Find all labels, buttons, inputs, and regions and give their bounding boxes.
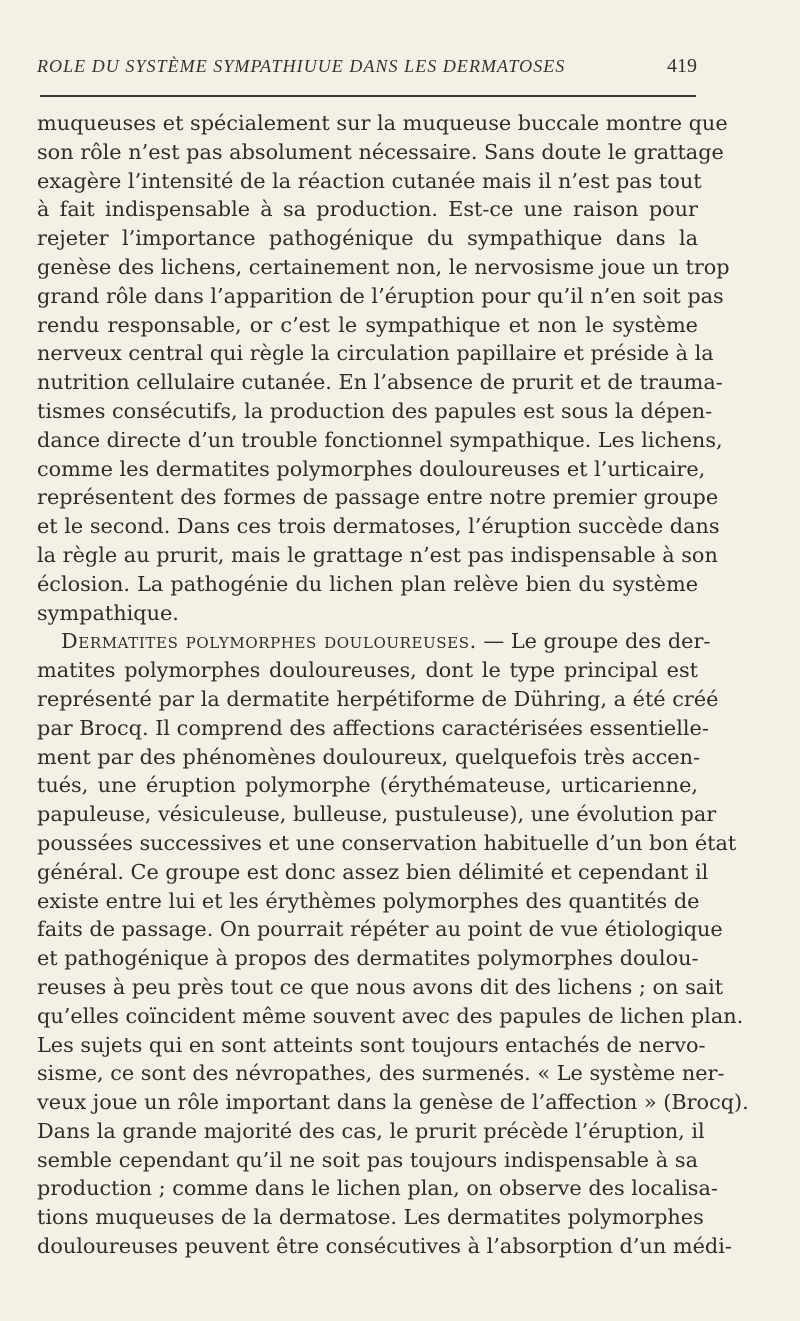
text-line: ment par des phénomènes douloureux, quelquefois très accen- — [37, 744, 701, 769]
text-line: sympathique. — [37, 600, 179, 625]
text-line: exagère l’intensité de la réaction cutanée mais il n’est pas tout — [37, 168, 702, 193]
text-line: et le second. Dans ces trois dermatoses, l’éruption succède dans — [37, 514, 720, 539]
text-line: éclosion. La pathogénie du lichen plan relève bien du système — [37, 571, 698, 596]
text-line: tués, une éruption polymorphe (érythémateuse, urticarienne, — [37, 773, 698, 798]
text-line: par Brocq. Il comprend des affections caractérisées essentielle- — [37, 715, 709, 740]
text-line: grand rôle dans l’apparition de l’éruption pour qu’il n’en soit pas — [37, 283, 724, 308]
text-line: douloureuses peuvent être consécutives à l’absorption d’un médi- — [37, 1234, 732, 1259]
running-title: ROLE DU SYSTÈME SYMPATHIUUE DANS LES DERMATOSES — [37, 56, 566, 76]
text-line: son rôle n’est pas absolument nécessaire. Sans doute le grattage — [37, 139, 724, 164]
text-line: veux joue un rôle important dans la genèse de l’affection » (Brocq). — [37, 1090, 749, 1115]
text-line: muqueuses et spécialement sur la muqueuse buccale montre que — [37, 111, 728, 135]
text-line: à fait indispensable à sa production. Est-ce une raison pour — [37, 197, 698, 222]
text-line-rest: — Le groupe des der- — [483, 629, 711, 654]
text-line: genèse des lichens, certainement non, le nervosisme joue un trop — [37, 254, 730, 279]
text-line: général. Ce groupe est donc assez bien délimité et cependant il — [37, 859, 709, 884]
text-line: sisme, ce sont des névropathes, des surmenés. « Le système ner- — [37, 1061, 725, 1086]
text-line: représenté par la dermatite herpétiforme de Dühring, a été créé — [37, 686, 719, 711]
text-line: rendu responsable, or c’est le sympathique et non le système — [37, 312, 698, 337]
text-line: Dans la grande majorité des cas, le prurit précède l’éruption, il — [37, 1118, 705, 1143]
text-line: nutrition cellulaire cutanée. En l’absence de prurit et de trauma- — [37, 370, 723, 395]
text-line: qu’elles coïncident même souvent avec des papules de lichen plan. — [37, 1003, 744, 1028]
text-line: semble cependant qu’il ne soit pas toujours indispensable à sa — [37, 1147, 698, 1172]
section-heading: Dermatites polymorphes douloureuses. — [61, 629, 477, 654]
text-line: papuleuse, vésiculeuse, bulleuse, pustuleuse), une évolution par — [37, 802, 717, 827]
text-line: Les sujets qui en sont atteints sont toujours entachés de nervo- — [37, 1032, 706, 1057]
running-head — [37, 56, 697, 90]
text-line: poussées successives et une conservation habituelle d’un bon état — [37, 830, 737, 855]
text-line: nerveux central qui règle la circulation papillaire et préside à la — [37, 341, 714, 366]
header-rule — [40, 95, 696, 97]
text-line: rejeter l’importance pathogénique du sympathique dans la — [37, 226, 698, 251]
text-line: matites polymorphes douloureuses, dont le type principal est — [37, 658, 698, 683]
body-text — [37, 109, 749, 1261]
text-line: existe entre lui et les érythèmes polymorphes des quantités de — [37, 888, 700, 913]
text-line: et pathogénique à propos des dermatites polymorphes doulou- — [37, 946, 699, 971]
text-line: dance directe d’un trouble fonctionnel sympathique. Les lichens, — [37, 427, 723, 452]
text-line: comme les dermatites polymorphes douloureuses et l’urticaire, — [37, 456, 706, 481]
section-heading-line — [37, 627, 711, 656]
text-line: tismes consécutifs, la production des papules est sous la dépen- — [37, 398, 713, 423]
text-line: faits de passage. On pourrait répéter au point de vue étiologique — [37, 917, 723, 942]
text-line: production ; comme dans le lichen plan, on observe des localisa- — [37, 1176, 718, 1201]
text-line: reuses à peu près tout ce que nous avons dit des lichens ; on sait — [37, 974, 724, 999]
text-line: représentent des formes de passage entre notre premier groupe — [37, 485, 719, 510]
page-number: 419 — [667, 55, 697, 77]
text-line: la règle au prurit, mais le grattage n’est pas indispensable à son — [37, 542, 718, 567]
text-line: tions muqueuses de la dermatose. Les dermatites polymorphes — [37, 1205, 704, 1230]
